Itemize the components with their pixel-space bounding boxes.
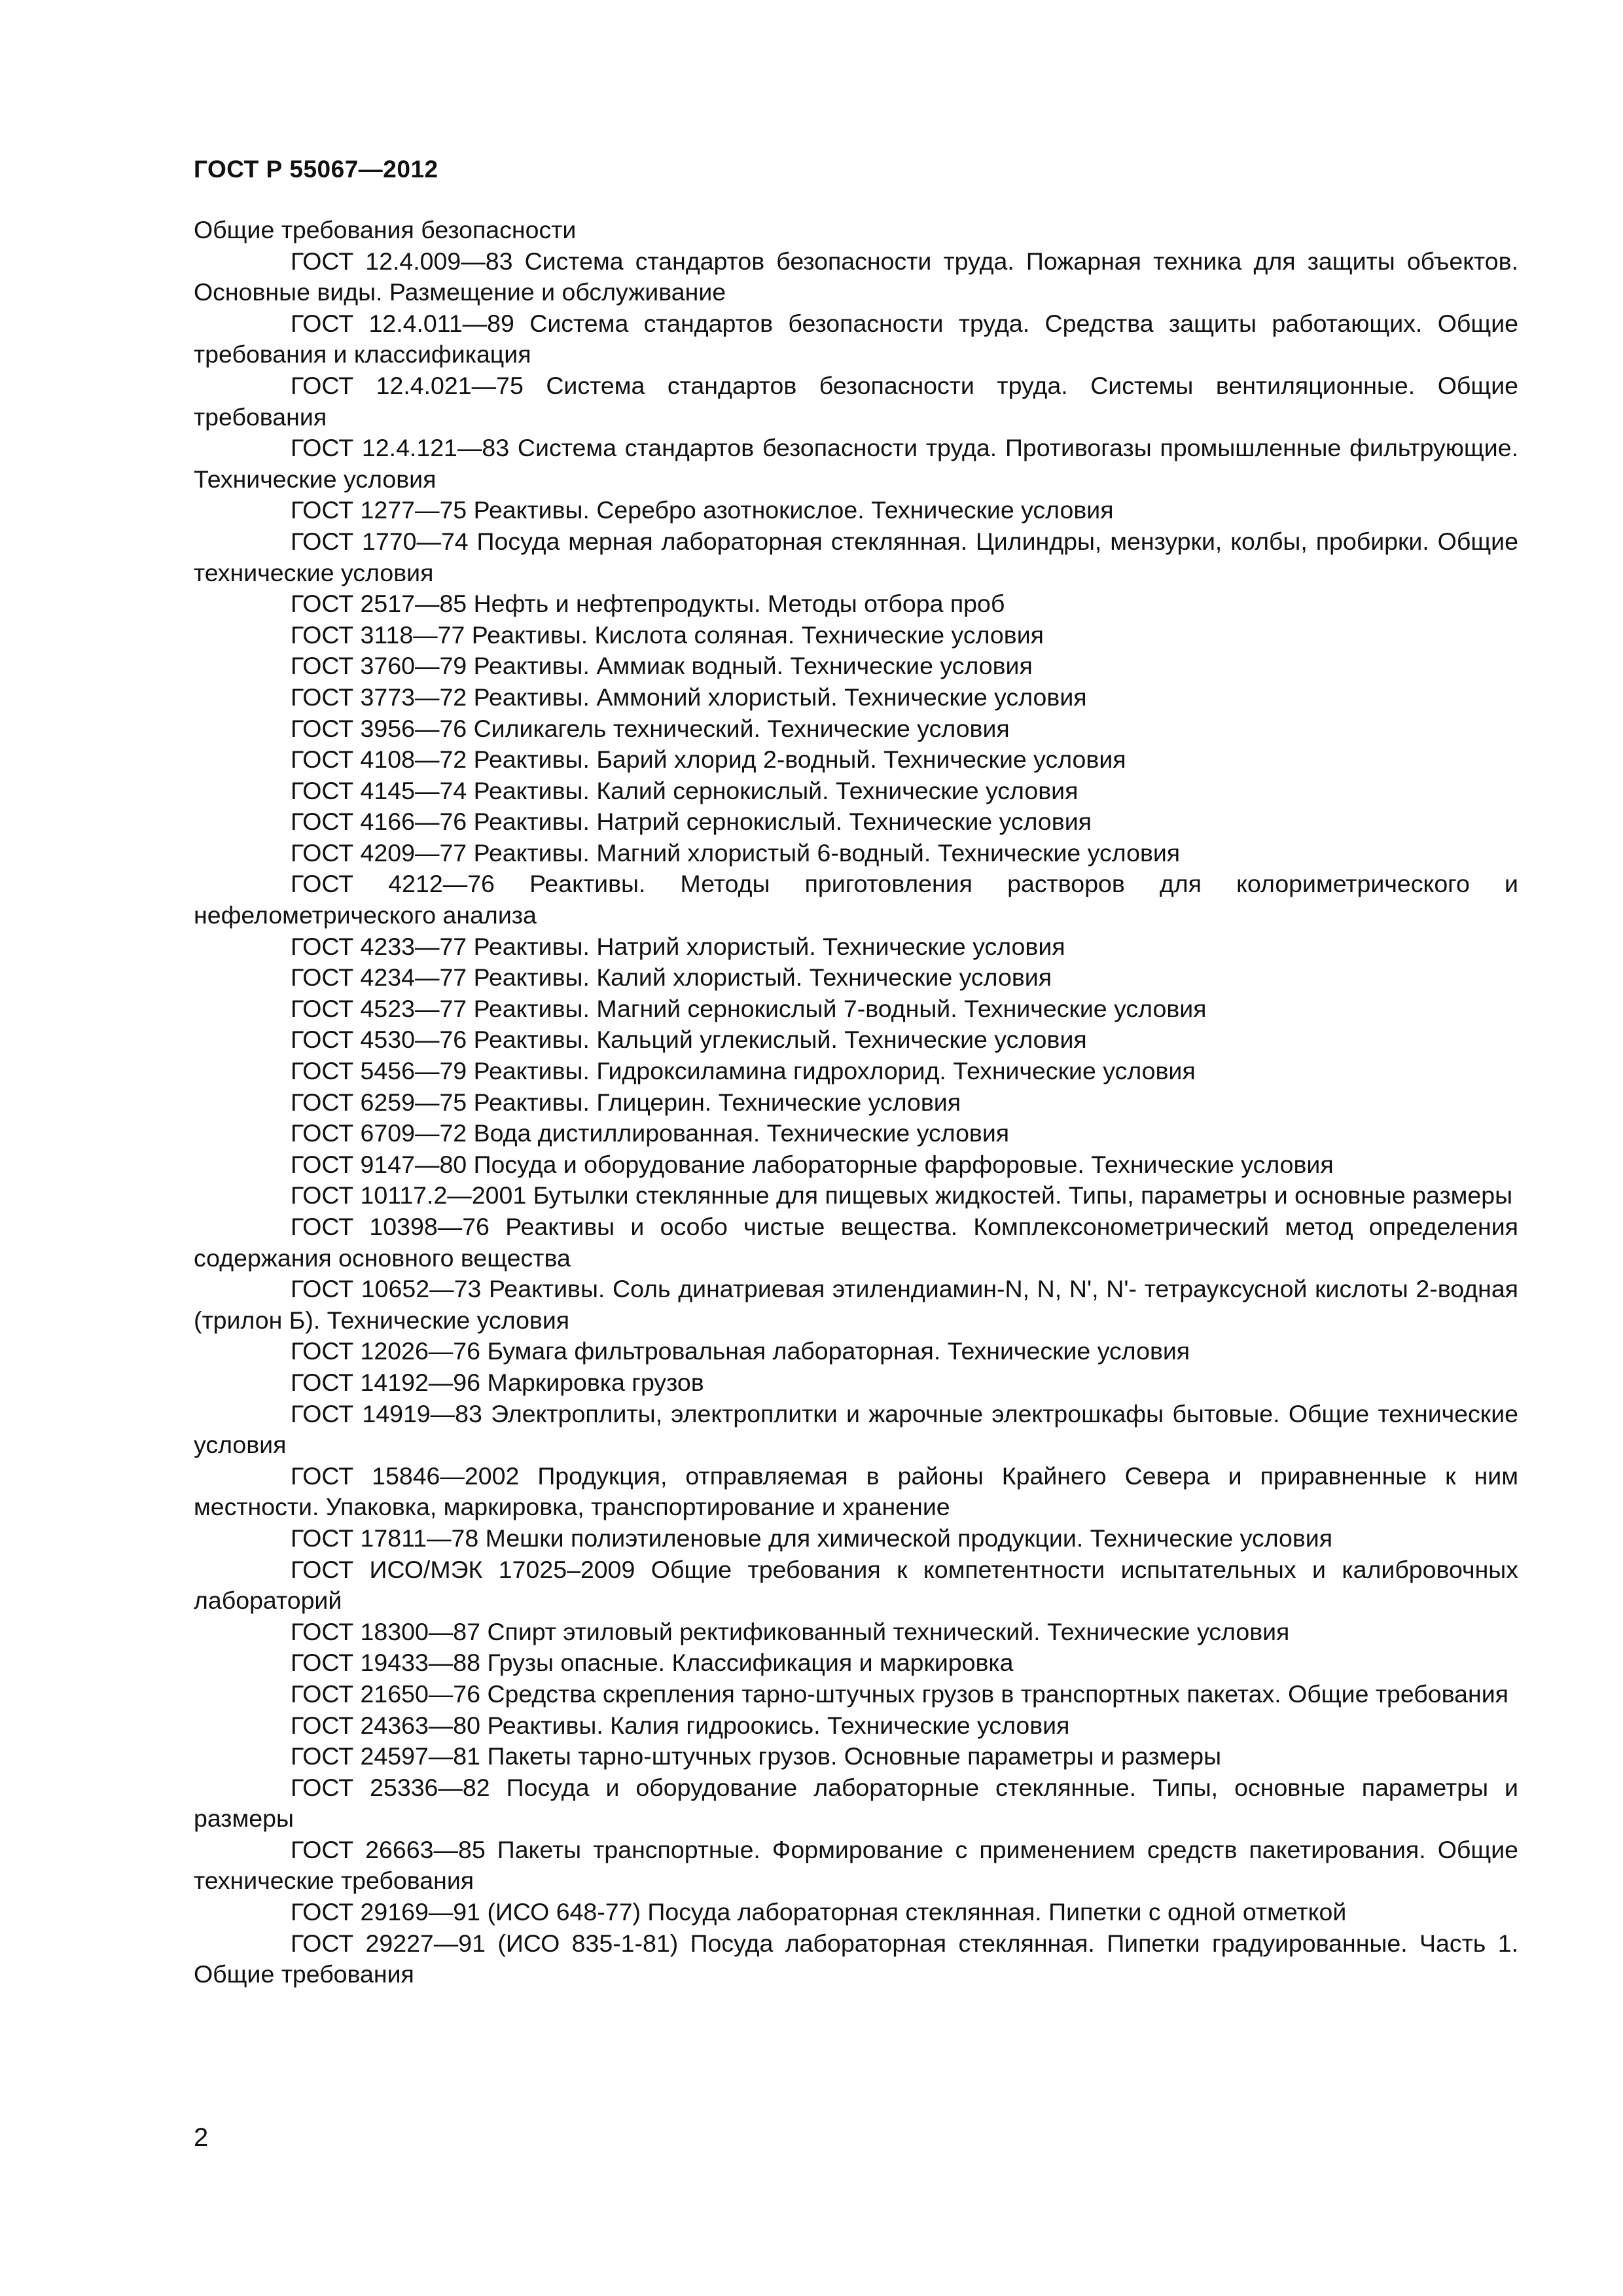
list-item: ГОСТ 26663—85 Пакеты транспортные. Формирование с применением средств пакетирования. Общие технические требования [194, 1835, 1518, 1895]
list-item: ГОСТ 14919—83 Электроплиты, электроплитки и жарочные электрошкафы бытовые. Общие технические условия [194, 1399, 1518, 1459]
list-item: ГОСТ 29227—91 (ИСО 835-1-81) Посуда лабораторная стеклянная. Пипетки градуированные. Часть 1. Общие требования [194, 1929, 1518, 1988]
list-item: ГОСТ 4166—76 Реактивы. Натрий сернокислый. Технические условия [291, 808, 1092, 836]
list-item: ГОСТ 4233—77 Реактивы. Натрий хлористый. Технические условия [291, 932, 1065, 960]
list-item: ГОСТ 4530—76 Реактивы. Кальций углекислый. Технические условия [291, 1026, 1087, 1054]
list-item: ГОСТ 25336—82 Посуда и оборудование лабораторные стеклянные. Типы, основные параметры и размеры [194, 1773, 1518, 1833]
list-item: ГОСТ 4234—77 Реактивы. Калий хлористый. Технические условия [291, 963, 1052, 992]
list-item: ГОСТ 10652—73 Реактивы. Соль динатриевая этилендиамин-N, N, N', N'- тетрауксусной кислоты 2-водная (трилон Б). Технические условия [194, 1275, 1518, 1334]
list-item: ГОСТ 4209—77 Реактивы. Магний хлористый 6-водный. Технические условия [291, 838, 1181, 867]
list-item: ГОСТ 24363—80 Реактивы. Калия гидроокись. Технические условия [291, 1711, 1070, 1739]
list-item: ГОСТ 18300—87 Спирт этиловый ректификованный технический. Технические условия [291, 1617, 1290, 1645]
list-item: ГОСТ 6259—75 Реактивы. Глицерин. Технические условия [291, 1088, 961, 1116]
list-item: ГОСТ 3760—79 Реактивы. Аммиак водный. Технические условия [291, 652, 1033, 680]
list-item: ГОСТ 3118—77 Реактивы. Кислота соляная. Технические условия [291, 620, 1044, 649]
list-item: ГОСТ 1770—74 Посуда мерная лабораторная стеклянная. Цилиндры, мензурки, колбы, пробирки. Общие технические условия [194, 527, 1518, 586]
list-item: ГОСТ 9147—80 Посуда и оборудование лабораторные фарфоровые. Технические условия [291, 1150, 1334, 1178]
page-number: 2 [194, 2123, 209, 2152]
list-item: ГОСТ 10117.2—2001 Бутылки стеклянные для пищевых жидкостей. Типы, параметры и основные размеры [291, 1181, 1513, 1210]
list-item: ГОСТ 24597—81 Пакеты тарно-штучных грузов. Основные параметры и размеры [291, 1742, 1222, 1770]
list-item: ГОСТ 21650—76 Средства скрепления тарно-штучных грузов в транспортных пакетах. Общие требования [291, 1679, 1508, 1708]
list-item: ГОСТ 29169—91 (ИСО 648-77) Посуда лабораторная стеклянная. Пипетки с одной отметкой [291, 1898, 1347, 1926]
list-item: ГОСТ 4145—74 Реактивы. Калий сернокислый. Технические условия [291, 776, 1079, 804]
list-item: ГОСТ 1277—75 Реактивы. Серебро азотнокислое. Технические условия [291, 496, 1114, 524]
list-item: ГОСТ 12.4.121—83 Система стандартов безопасности труда. Противогазы промышленные фильтрующие. Технические условия [194, 434, 1518, 493]
list-item: ГОСТ 4212—76 Реактивы. Методы приготовления растворов для колориметрического и нефелометрического анализа [194, 870, 1518, 929]
list-item: ГОСТ 12026—76 Бумага фильтровальная лабораторная. Технические условия [291, 1337, 1190, 1365]
list-item: ГОСТ 15846—2002 Продукция, отправляемая в районы Крайнего Севера и приравненные к ним местности. Упаковка, маркировка, транспортирование и хранение [194, 1462, 1518, 1521]
standards-reference-list [194, 215, 1518, 1990]
list-item: ГОСТ 2517—85 Нефть и нефтепродукты. Методы отбора проб [291, 590, 1005, 618]
list-item: ГОСТ 10398—76 Реактивы и особо чистые вещества. Комплексонометрический метод определения содержания основного вещества [194, 1213, 1518, 1272]
list-item: ГОСТ 12.4.009—83 Система стандартов безопасности труда. Пожарная техника для защиты объектов. Основные виды. Размещение и обслуживание [194, 247, 1518, 306]
list-item: ГОСТ 12.4.021—75 Система стандартов безопасности труда. Системы вентиляционные. Общие требования [194, 371, 1518, 431]
document-header: ГОСТ Р 55067—2012 [194, 156, 438, 183]
list-item: ГОСТ 5456—79 Реактивы. Гидроксиламина гидрохлорид. Технические условия [291, 1057, 1196, 1085]
list-item: ГОСТ 17811—78 Мешки полиэтиленовые для химической продукции. Технические условия [291, 1524, 1333, 1552]
list-item: Общие требования безопасности [194, 216, 577, 243]
list-item: ГОСТ 3773—72 Реактивы. Аммоний хлористый. Технические условия [291, 683, 1087, 711]
list-item: ГОСТ 4523—77 Реактивы. Магний сернокислый 7-водный. Технические условия [291, 994, 1207, 1022]
list-item: ГОСТ 19433—88 Грузы опасные. Классификация и маркировка [291, 1649, 1014, 1677]
list-item: ГОСТ 14192—96 Маркировка грузов [291, 1368, 704, 1396]
list-item: ГОСТ 3956—76 Силикагель технический. Технические условия [291, 714, 1010, 742]
list-item: ГОСТ 4108—72 Реактивы. Барий хлорид 2-водный. Технические условия [291, 745, 1126, 774]
list-item: ГОСТ ИСО/МЭК 17025–2009 Общие требования к компетентности испытательных и калибровочных лабораторий [194, 1555, 1518, 1615]
list-item: ГОСТ 6709—72 Вода дистиллированная. Технические условия [291, 1119, 1010, 1147]
list-item: ГОСТ 12.4.011—89 Система стандартов безопасности труда. Средства защиты работающих. Общие требования и классификация [194, 309, 1518, 368]
